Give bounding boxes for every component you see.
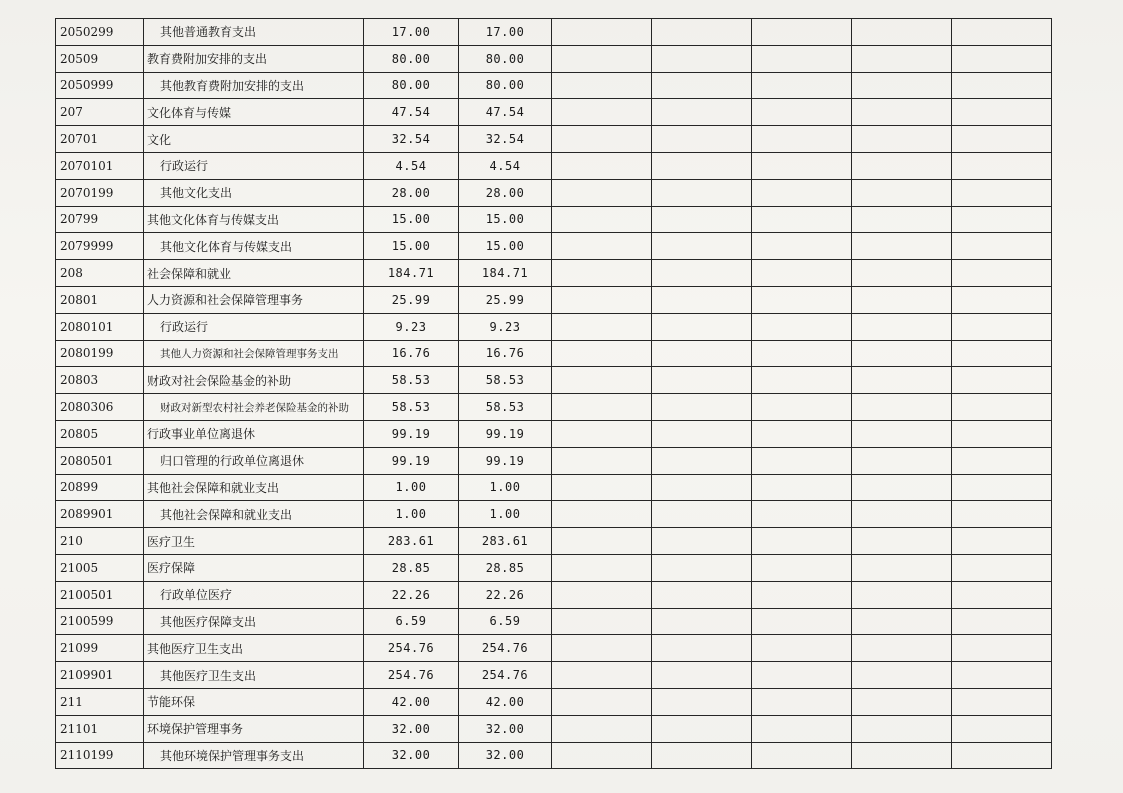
empty-cell [552, 420, 652, 447]
subject-name-cell: 行政单位医疗 [144, 581, 364, 608]
empty-cell [952, 608, 1052, 635]
empty-cell [652, 260, 752, 287]
empty-cell [652, 742, 752, 769]
budget-table [55, 18, 1052, 769]
total-amount-cell: 22.26 [364, 581, 459, 608]
total-amount-cell: 254.76 [364, 662, 459, 689]
empty-cell [752, 688, 852, 715]
empty-cell [752, 260, 852, 287]
amount-cell: 17.00 [459, 19, 552, 46]
empty-cell [652, 99, 752, 126]
table-row [56, 340, 1052, 367]
empty-cell [752, 420, 852, 447]
subject-name-cell: 文化 [144, 126, 364, 153]
empty-cell [952, 474, 1052, 501]
empty-cell [652, 447, 752, 474]
subject-name-cell: 其他文化体育与传媒支出 [144, 206, 364, 233]
empty-cell [652, 715, 752, 742]
table-row [56, 581, 1052, 608]
empty-cell [952, 233, 1052, 260]
empty-cell [852, 688, 952, 715]
empty-cell [852, 340, 952, 367]
subject-name-cell: 其他教育费附加安排的支出 [144, 72, 364, 99]
empty-cell [552, 99, 652, 126]
amount-cell: 99.19 [459, 420, 552, 447]
empty-cell [852, 501, 952, 528]
subject-code-cell: 20899 [56, 474, 144, 501]
total-amount-cell: 32.00 [364, 715, 459, 742]
subject-name-cell: 其他人力资源和社会保障管理事务支出 [144, 340, 364, 367]
subject-code-cell: 210 [56, 528, 144, 555]
total-amount-cell: 28.00 [364, 179, 459, 206]
empty-cell [752, 581, 852, 608]
empty-cell [552, 715, 652, 742]
total-amount-cell: 184.71 [364, 260, 459, 287]
empty-cell [552, 554, 652, 581]
empty-cell [852, 99, 952, 126]
empty-cell [752, 447, 852, 474]
empty-cell [752, 340, 852, 367]
table-body [56, 19, 1052, 769]
subject-name-cell: 环境保护管理事务 [144, 715, 364, 742]
amount-cell: 16.76 [459, 340, 552, 367]
empty-cell [552, 206, 652, 233]
empty-cell [652, 394, 752, 421]
empty-cell [952, 742, 1052, 769]
empty-cell [652, 474, 752, 501]
table-row [56, 501, 1052, 528]
empty-cell [552, 233, 652, 260]
total-amount-cell: 28.85 [364, 554, 459, 581]
total-amount-cell: 58.53 [364, 394, 459, 421]
empty-cell [852, 554, 952, 581]
subject-name-cell: 医疗保障 [144, 554, 364, 581]
table-row [56, 688, 1052, 715]
empty-cell [652, 688, 752, 715]
subject-code-cell: 2070199 [56, 179, 144, 206]
amount-cell: 47.54 [459, 99, 552, 126]
subject-code-cell: 2050999 [56, 72, 144, 99]
subject-name-cell: 财政对社会保险基金的补助 [144, 367, 364, 394]
table-row [56, 99, 1052, 126]
empty-cell [852, 72, 952, 99]
empty-cell [852, 608, 952, 635]
empty-cell [652, 554, 752, 581]
subject-name-cell: 其他环境保护管理事务支出 [144, 742, 364, 769]
empty-cell [552, 286, 652, 313]
empty-cell [752, 72, 852, 99]
empty-cell [752, 554, 852, 581]
subject-name-cell: 节能环保 [144, 688, 364, 715]
subject-code-cell: 20509 [56, 45, 144, 72]
empty-cell [852, 367, 952, 394]
subject-code-cell: 2089901 [56, 501, 144, 528]
empty-cell [952, 662, 1052, 689]
total-amount-cell: 17.00 [364, 19, 459, 46]
table-row [56, 742, 1052, 769]
subject-name-cell: 其他普通教育支出 [144, 19, 364, 46]
table-row [56, 206, 1052, 233]
empty-cell [952, 72, 1052, 99]
empty-cell [552, 260, 652, 287]
amount-cell: 184.71 [459, 260, 552, 287]
total-amount-cell: 9.23 [364, 313, 459, 340]
amount-cell: 99.19 [459, 447, 552, 474]
empty-cell [952, 286, 1052, 313]
subject-code-cell: 207 [56, 99, 144, 126]
empty-cell [752, 206, 852, 233]
amount-cell: 80.00 [459, 45, 552, 72]
amount-cell: 4.54 [459, 152, 552, 179]
empty-cell [852, 45, 952, 72]
total-amount-cell: 254.76 [364, 635, 459, 662]
empty-cell [552, 72, 652, 99]
empty-cell [752, 313, 852, 340]
empty-cell [752, 99, 852, 126]
empty-cell [652, 501, 752, 528]
table-row [56, 394, 1052, 421]
empty-cell [952, 447, 1052, 474]
empty-cell [952, 340, 1052, 367]
empty-cell [852, 260, 952, 287]
empty-cell [752, 179, 852, 206]
empty-cell [652, 420, 752, 447]
empty-cell [852, 635, 952, 662]
amount-cell: 32.00 [459, 715, 552, 742]
amount-cell: 32.54 [459, 126, 552, 153]
total-amount-cell: 42.00 [364, 688, 459, 715]
subject-name-cell: 其他社会保障和就业支出 [144, 501, 364, 528]
total-amount-cell: 15.00 [364, 233, 459, 260]
subject-code-cell: 208 [56, 260, 144, 287]
table-row [56, 126, 1052, 153]
empty-cell [852, 19, 952, 46]
empty-cell [952, 501, 1052, 528]
subject-code-cell: 2079999 [56, 233, 144, 260]
subject-name-cell: 行政运行 [144, 313, 364, 340]
empty-cell [552, 45, 652, 72]
subject-name-cell: 其他文化体育与传媒支出 [144, 233, 364, 260]
subject-code-cell: 20701 [56, 126, 144, 153]
amount-cell: 22.26 [459, 581, 552, 608]
empty-cell [952, 126, 1052, 153]
empty-cell [752, 635, 852, 662]
total-amount-cell: 1.00 [364, 501, 459, 528]
table-row [56, 608, 1052, 635]
empty-cell [852, 313, 952, 340]
subject-code-cell: 21005 [56, 554, 144, 581]
amount-cell: 283.61 [459, 528, 552, 555]
subject-name-cell: 其他社会保障和就业支出 [144, 474, 364, 501]
empty-cell [952, 581, 1052, 608]
subject-name-cell: 教育费附加安排的支出 [144, 45, 364, 72]
empty-cell [552, 688, 652, 715]
total-amount-cell: 32.54 [364, 126, 459, 153]
empty-cell [652, 367, 752, 394]
table-row [56, 286, 1052, 313]
empty-cell [752, 367, 852, 394]
empty-cell [552, 608, 652, 635]
empty-cell [952, 367, 1052, 394]
table-row [56, 554, 1052, 581]
empty-cell [552, 447, 652, 474]
empty-cell [852, 742, 952, 769]
table-row [56, 152, 1052, 179]
subject-code-cell: 2080199 [56, 340, 144, 367]
empty-cell [552, 394, 652, 421]
amount-cell: 80.00 [459, 72, 552, 99]
empty-cell [552, 340, 652, 367]
empty-cell [552, 474, 652, 501]
subject-name-cell: 文化体育与传媒 [144, 99, 364, 126]
empty-cell [852, 394, 952, 421]
total-amount-cell: 16.76 [364, 340, 459, 367]
empty-cell [952, 420, 1052, 447]
empty-cell [752, 528, 852, 555]
empty-cell [952, 394, 1052, 421]
subject-name-cell: 医疗卫生 [144, 528, 364, 555]
empty-cell [652, 581, 752, 608]
empty-cell [852, 126, 952, 153]
empty-cell [752, 233, 852, 260]
empty-cell [552, 528, 652, 555]
total-amount-cell: 4.54 [364, 152, 459, 179]
empty-cell [652, 340, 752, 367]
empty-cell [852, 447, 952, 474]
subject-code-cell: 2080306 [56, 394, 144, 421]
empty-cell [752, 394, 852, 421]
total-amount-cell: 99.19 [364, 447, 459, 474]
subject-code-cell: 2109901 [56, 662, 144, 689]
empty-cell [652, 19, 752, 46]
subject-code-cell: 2110199 [56, 742, 144, 769]
subject-code-cell: 20803 [56, 367, 144, 394]
empty-cell [852, 528, 952, 555]
total-amount-cell: 80.00 [364, 72, 459, 99]
empty-cell [652, 608, 752, 635]
empty-cell [652, 528, 752, 555]
empty-cell [552, 179, 652, 206]
empty-cell [552, 19, 652, 46]
subject-code-cell: 20805 [56, 420, 144, 447]
total-amount-cell: 6.59 [364, 608, 459, 635]
amount-cell: 254.76 [459, 635, 552, 662]
empty-cell [852, 420, 952, 447]
table-row [56, 45, 1052, 72]
subject-name-cell: 归口管理的行政单位离退休 [144, 447, 364, 474]
empty-cell [652, 286, 752, 313]
empty-cell [852, 581, 952, 608]
empty-cell [652, 662, 752, 689]
subject-code-cell: 20801 [56, 286, 144, 313]
table-row [56, 474, 1052, 501]
subject-code-cell: 2080101 [56, 313, 144, 340]
table-row [56, 260, 1052, 287]
subject-name-cell: 其他医疗保障支出 [144, 608, 364, 635]
amount-cell: 1.00 [459, 501, 552, 528]
empty-cell [752, 152, 852, 179]
table-row [56, 528, 1052, 555]
subject-code-cell: 2050299 [56, 19, 144, 46]
amount-cell: 42.00 [459, 688, 552, 715]
amount-cell: 15.00 [459, 233, 552, 260]
amount-cell: 58.53 [459, 367, 552, 394]
empty-cell [952, 19, 1052, 46]
empty-cell [652, 179, 752, 206]
empty-cell [552, 742, 652, 769]
subject-name-cell: 行政事业单位离退休 [144, 420, 364, 447]
table-row [56, 179, 1052, 206]
empty-cell [652, 635, 752, 662]
table-row [56, 19, 1052, 46]
empty-cell [552, 581, 652, 608]
total-amount-cell: 15.00 [364, 206, 459, 233]
empty-cell [552, 662, 652, 689]
empty-cell [952, 206, 1052, 233]
table-row [56, 662, 1052, 689]
empty-cell [852, 206, 952, 233]
table-row [56, 420, 1052, 447]
total-amount-cell: 1.00 [364, 474, 459, 501]
empty-cell [652, 313, 752, 340]
empty-cell [652, 126, 752, 153]
subject-code-cell: 2100599 [56, 608, 144, 635]
table-row [56, 72, 1052, 99]
empty-cell [852, 662, 952, 689]
amount-cell: 32.00 [459, 742, 552, 769]
table-row [56, 367, 1052, 394]
empty-cell [952, 554, 1052, 581]
empty-cell [852, 152, 952, 179]
subject-code-cell: 211 [56, 688, 144, 715]
table-row [56, 635, 1052, 662]
empty-cell [952, 715, 1052, 742]
amount-cell: 1.00 [459, 474, 552, 501]
empty-cell [952, 99, 1052, 126]
subject-name-cell: 人力资源和社会保障管理事务 [144, 286, 364, 313]
total-amount-cell: 99.19 [364, 420, 459, 447]
empty-cell [952, 313, 1052, 340]
total-amount-cell: 32.00 [364, 742, 459, 769]
subject-code-cell: 2080501 [56, 447, 144, 474]
amount-cell: 9.23 [459, 313, 552, 340]
empty-cell [952, 635, 1052, 662]
empty-cell [752, 286, 852, 313]
empty-cell [552, 635, 652, 662]
empty-cell [852, 286, 952, 313]
empty-cell [952, 179, 1052, 206]
total-amount-cell: 58.53 [364, 367, 459, 394]
empty-cell [652, 206, 752, 233]
empty-cell [852, 233, 952, 260]
amount-cell: 28.00 [459, 179, 552, 206]
empty-cell [752, 608, 852, 635]
table-row [56, 447, 1052, 474]
table-row [56, 715, 1052, 742]
amount-cell: 254.76 [459, 662, 552, 689]
empty-cell [752, 19, 852, 46]
subject-name-cell: 社会保障和就业 [144, 260, 364, 287]
empty-cell [752, 474, 852, 501]
empty-cell [752, 742, 852, 769]
total-amount-cell: 80.00 [364, 45, 459, 72]
empty-cell [752, 45, 852, 72]
table-row [56, 233, 1052, 260]
amount-cell: 25.99 [459, 286, 552, 313]
amount-cell: 58.53 [459, 394, 552, 421]
subject-name-cell: 财政对新型农村社会养老保险基金的补助 [144, 394, 364, 421]
empty-cell [852, 715, 952, 742]
empty-cell [552, 367, 652, 394]
empty-cell [952, 260, 1052, 287]
amount-cell: 28.85 [459, 554, 552, 581]
subject-name-cell: 其他医疗卫生支出 [144, 635, 364, 662]
amount-cell: 15.00 [459, 206, 552, 233]
empty-cell [752, 126, 852, 153]
total-amount-cell: 283.61 [364, 528, 459, 555]
empty-cell [552, 313, 652, 340]
subject-code-cell: 20799 [56, 206, 144, 233]
table-row [56, 313, 1052, 340]
empty-cell [652, 233, 752, 260]
empty-cell [652, 72, 752, 99]
empty-cell [752, 501, 852, 528]
empty-cell [852, 474, 952, 501]
subject-name-cell: 其他医疗卫生支出 [144, 662, 364, 689]
subject-code-cell: 2070101 [56, 152, 144, 179]
empty-cell [552, 152, 652, 179]
empty-cell [752, 715, 852, 742]
subject-code-cell: 2100501 [56, 581, 144, 608]
empty-cell [552, 126, 652, 153]
subject-name-cell: 行政运行 [144, 152, 364, 179]
empty-cell [952, 688, 1052, 715]
empty-cell [852, 179, 952, 206]
empty-cell [952, 45, 1052, 72]
total-amount-cell: 47.54 [364, 99, 459, 126]
empty-cell [952, 528, 1052, 555]
subject-name-cell: 其他文化支出 [144, 179, 364, 206]
empty-cell [952, 152, 1052, 179]
empty-cell [652, 152, 752, 179]
subject-code-cell: 21101 [56, 715, 144, 742]
empty-cell [652, 45, 752, 72]
subject-code-cell: 21099 [56, 635, 144, 662]
amount-cell: 6.59 [459, 608, 552, 635]
total-amount-cell: 25.99 [364, 286, 459, 313]
empty-cell [752, 662, 852, 689]
empty-cell [552, 501, 652, 528]
